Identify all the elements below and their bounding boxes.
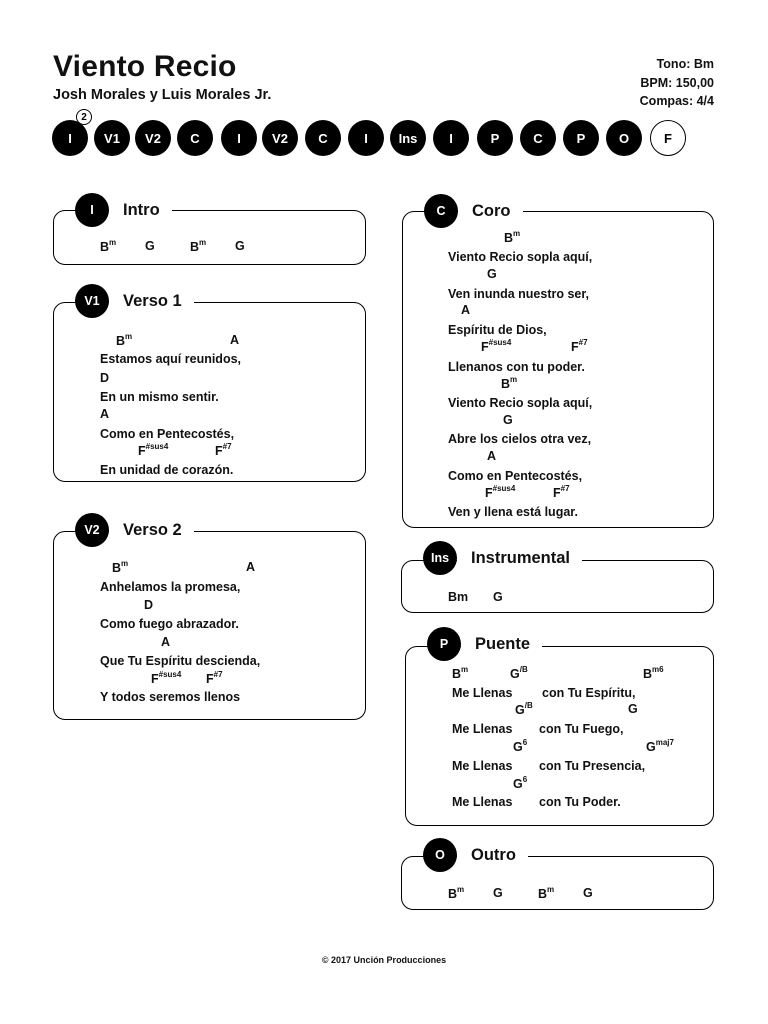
chord: $F^{\#sus4}$ — [151, 670, 182, 687]
lyric-line: Me Llenas — [452, 722, 513, 736]
lyric-line: Como fuego abrazador. — [100, 617, 239, 631]
chord: $F^{\#7}$ — [553, 484, 570, 501]
roadmap-step: Ins — [390, 120, 426, 156]
roadmap-step: C — [520, 120, 556, 156]
verse2-section — [53, 531, 366, 720]
section-title: Coro — [458, 202, 523, 221]
roadmap-step: I — [433, 120, 469, 156]
roadmap-step: F — [650, 120, 686, 156]
chord: $F^{\#sus4}$ — [138, 442, 169, 459]
section-title: Verso 1 — [109, 292, 194, 311]
chord: $B^m$ — [116, 332, 133, 349]
song-meta — [640, 55, 714, 111]
chorus-section — [402, 211, 714, 528]
outro-header — [423, 838, 528, 872]
chord: $B^m$ — [538, 885, 555, 902]
chord: G — [628, 702, 638, 716]
roadmap-step: I 2 — [52, 120, 88, 156]
chord: A — [461, 303, 471, 317]
chord: $G^{/B}$ — [510, 665, 528, 682]
lyric-line: con Tu Poder. — [539, 795, 621, 809]
roadmap-step: V2 — [135, 120, 171, 156]
song-bpm: BPM: 150,00 — [640, 75, 714, 90]
roadmap-step: P — [563, 120, 599, 156]
chord: G — [493, 590, 503, 604]
chord: G — [503, 413, 513, 427]
verse1-header — [75, 284, 194, 318]
chord: G — [583, 886, 593, 900]
roadmap-step: I — [221, 120, 257, 156]
chord: $F^{\#sus4}$ — [481, 338, 512, 355]
chord: $B^m$ — [448, 885, 465, 902]
chord: $B^m$ — [452, 665, 469, 682]
verse1-section — [53, 302, 366, 482]
chord: $F^{\#7}$ — [571, 338, 588, 355]
roadmap-step: V1 — [94, 120, 130, 156]
lyric-line: Y todos seremos llenos — [100, 690, 241, 704]
song-roadmap — [52, 111, 692, 158]
song-title: Viento Recio — [53, 50, 237, 83]
section-badge: C — [424, 194, 458, 228]
chord: $F^{\#7}$ — [215, 442, 232, 459]
lyric-line: Abre los cielos otra vez, — [448, 432, 592, 446]
section-badge: Ins — [423, 541, 457, 575]
roadmap-step: V2 — [262, 120, 298, 156]
chord: $F^{\#7}$ — [206, 670, 223, 687]
lyric-line: Espíritu de Dios, — [448, 323, 547, 337]
lyric-line: con Tu Fuego, — [539, 722, 624, 736]
chord: $G^6$ — [513, 775, 528, 792]
roadmap-step: C — [177, 120, 213, 156]
lyric-line: Ven inunda nuestro ser, — [448, 287, 590, 301]
chord: $B^m$ — [501, 375, 518, 392]
lyric-line: Como en Pentecostés, — [448, 469, 583, 483]
section-title: Puente — [461, 635, 542, 654]
chord: A — [487, 449, 497, 463]
chord: G — [487, 267, 497, 281]
lyric-line: Anhelamos la promesa, — [100, 580, 241, 594]
section-title: Intro — [109, 201, 172, 220]
verse2-header — [75, 513, 194, 547]
repeat-count-badge: 2 — [76, 109, 92, 125]
lyric-line: Me Llenas — [452, 795, 513, 809]
chord: A — [100, 407, 110, 421]
chord: $B^m$ — [190, 238, 207, 255]
section-badge: I — [75, 193, 109, 227]
lyric-line: Me Llenas — [452, 759, 513, 773]
lyric-line: Viento Recio sopla aquí, — [448, 396, 593, 410]
lyric-line: con Tu Presencia, — [539, 759, 646, 773]
lyric-line: Como en Pentecostés, — [100, 427, 235, 441]
lyric-line: Viento Recio sopla aquí, — [448, 250, 593, 264]
section-badge: O — [423, 838, 457, 872]
chord: D — [144, 598, 154, 612]
section-title: Outro — [457, 846, 528, 865]
copyright-footer: © 2017 Unción Producciones — [321, 955, 447, 965]
roadmap-step: P — [477, 120, 513, 156]
section-title: Instrumental — [457, 549, 582, 568]
roadmap-step: O — [606, 120, 642, 156]
bridge-section — [405, 646, 714, 826]
lyric-line: En un mismo sentir. — [100, 390, 219, 404]
roadmap-step: I — [348, 120, 384, 156]
roadmap-step: C — [305, 120, 341, 156]
chord: $B^m$ — [504, 229, 521, 246]
intro-header — [75, 193, 172, 227]
chord: A — [230, 333, 240, 347]
lyric-line: Que Tu Espíritu descienda, — [100, 654, 261, 668]
chord: G — [493, 886, 503, 900]
section-badge: P — [427, 627, 461, 661]
chord: Bm — [448, 590, 469, 604]
song-authors: Josh Morales y Luis Morales Jr. — [53, 87, 272, 103]
song-key: Tono: Bm — [656, 57, 714, 71]
bridge-header — [427, 627, 542, 661]
chord: G — [145, 239, 155, 253]
section-title: Verso 2 — [109, 521, 194, 540]
lyric-line: Me Llenas — [452, 686, 513, 700]
lyric-line: Estamos aquí reunidos, — [100, 352, 242, 366]
instrumental-header — [423, 541, 582, 575]
chord: $F^{\#sus4}$ — [485, 484, 516, 501]
section-badge: V1 — [75, 284, 109, 318]
chord: D — [100, 371, 110, 385]
chord: A — [246, 560, 256, 574]
chord: A — [161, 635, 171, 649]
song-time-signature: Compas: 4/4 — [639, 94, 714, 108]
lyric-line: Ven y llena está lugar. — [448, 505, 578, 519]
chord: $B^{m6}$ — [643, 665, 664, 682]
chord: $B^m$ — [112, 559, 129, 576]
lyric-line: Llenanos con tu poder. — [448, 360, 585, 374]
lyric-line: con Tu Espíritu, — [542, 686, 636, 700]
chord: $G^6$ — [513, 738, 528, 755]
lyric-line: En unidad de corazón. — [100, 463, 234, 477]
chord: G — [235, 239, 245, 253]
section-badge: V2 — [75, 513, 109, 547]
chord: $B^m$ — [100, 238, 117, 255]
chord: $G^{maj7}$ — [646, 738, 674, 755]
chorus-header — [424, 194, 523, 228]
chord: $G^{/B}$ — [515, 701, 533, 718]
